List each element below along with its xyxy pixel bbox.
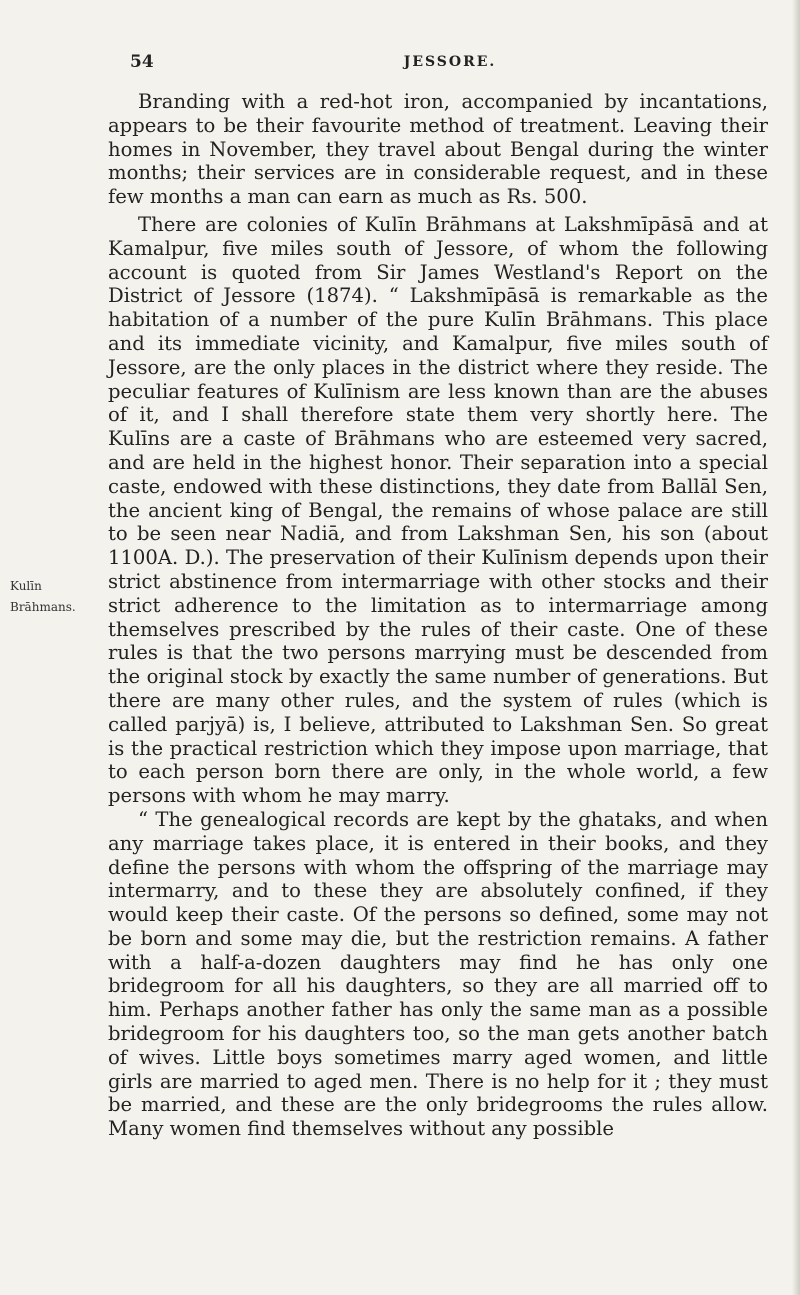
paragraph-genealogical-records: “ The genealogical records are kept by the ghataks, and when any marriage takes place, it is entered in their books, and they define the persons with whom the offspring of the marriage may intermarry, and to these they are absolutely confined, if they would keep their caste. Of the persons so defined, some may not be born and some may die, but the restriction remains. A father with a half-a-dozen daughters may find he has only one bridegroom for all his daughters, so they are all married off to him. Perhaps another father has only the same man as a possible bridegroom for his daughters too, so the man gets another batch of wives. Little boys sometimes marry aged women, and little girls are married to aged men. There is no help for it ; they must be married, and these are the only bridegrooms the rules allow. Many women find themselves without any possible [108,807,768,1141]
paragraph-kulin-colonies: There are colonies of Kulīn Brāhmans at Lakshmīpāsā and at Kamalpur, five miles south of Jessore, of whom the following account is quoted from Sir James Westland's Report on the District of Jessore (1874). “ Lakshmīpāsā is remarkable as the habitation of a number of the pure Kulīn Brāhmans. This place and its immediate vicinity, and Kamalpur, five miles south of Jessore, are the only places in the district where they reside. The peculiar features of Kulīnism are less known than are the abuses of it, and I shall therefore state them very shortly here. The Kulīns are a caste of Brāhmans who are esteemed very sacred, and are held in the highest honor. Their separation into a special caste, endowed with these distinctions, they date from Ballāl Sen, the ancient king of Bengal, the remains of whose palace are still to be seen near Nadiā, and from Lakshman Sen, his son (about 1100A. D.). The preservation of their Kulīnism depends upon their strict abstinence from intermarriage with other stocks and their strict adherence to the limitation as to intermarriage among themselves prescribed by the rules of their caste. One of these rules is that the two persons marrying must be descended from the original stock by exactly the same number of generations. But there are many other rules, and the system of rules (which is called parjyā) is, I believe, attributed to Lakshman Sen. So great is the practical restriction which they impose upon marriage, that to each person born there are only, in the whole world, a few persons with whom he may marry. [108,212,768,808]
body-text [108,90,768,1141]
margin-note-brahmans: Brāhmans. [10,600,76,614]
paragraph-branding: Branding with a red-hot iron, accompanied by incantations, appears to be their favourite method of treatment. Leaving their homes in November, they travel about Bengal during the winter months; their services are in considerable request, and in these few months a man can earn as much as Rs. 500. [108,90,768,209]
page-number: 54 [130,52,154,72]
page-header [130,48,770,76]
running-head: JESSORE. [403,54,497,70]
page-edge-shadow [792,0,800,1295]
margin-note-kulin: Kulīn [10,579,42,593]
